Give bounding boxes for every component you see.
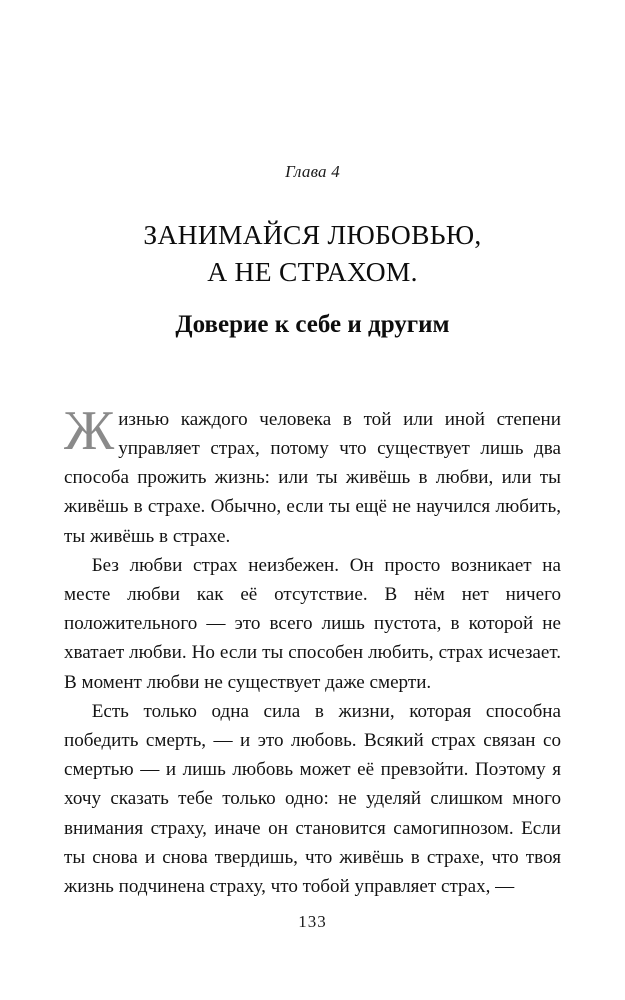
body-copy — [64, 399, 561, 901]
chapter-header — [64, 0, 561, 341]
chapter-title — [64, 216, 561, 290]
paragraph-2: Без любви страх неизбежен. Он просто возникает на месте любви как её отсутствие. В нём нет ничего положительного — это всего лишь пустота, в которой не хватает любви. Но если ты способен любить, страх исчезает. В момент любви не существует даже смерти. — [64, 554, 561, 693]
paragraph-3: Есть только одна сила в жизни, которая способна победить смерть, — и это любовь. Всякий страх связан со смертью — и лишь любовь может её превзойти. Поэтому я хочу сказать тебе только одно: не уделяй слишком много внимания страху, иначе он становится самогипнозом. Если ты снова и снова твердишь, что живёшь в страхе, что твоя жизнь подчинена страху, что тобой управляет страх, — — [64, 700, 561, 898]
chapter-title-line-2: А НЕ СТРАХОМ. — [207, 256, 418, 288]
text-column — [64, 0, 561, 1000]
page-number: 133 — [298, 912, 327, 931]
chapter-subtitle: Доверие к себе и другим — [175, 310, 450, 338]
chapter-label: Глава 4 — [285, 162, 340, 181]
chapter-title-line-1: ЗАНИМАЙСЯ ЛЮБОВЬЮ, — [143, 219, 482, 251]
paragraph-1 — [64, 399, 561, 551]
drop-cap: Ж — [64, 399, 115, 462]
paragraph-1-text: изнью каждого человека в той или иной степени управляет страх, потому что существует лишь два способа прожить жизнь: или ты живёшь в любви, или ты живёшь в страхе. Обычно, если ты ещё не научился любить, ты живёшь в страхе. — [64, 408, 561, 547]
